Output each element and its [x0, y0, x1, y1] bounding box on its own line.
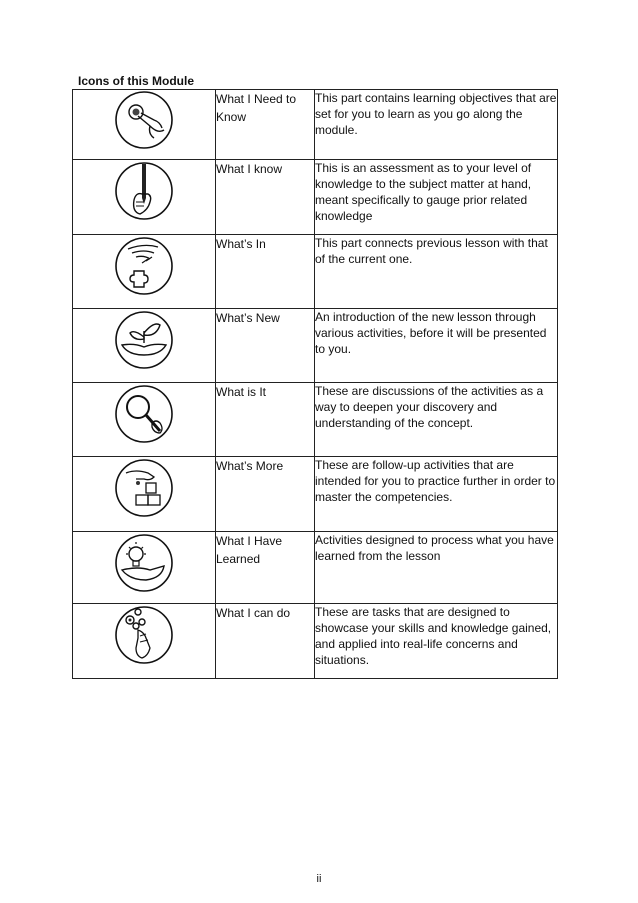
table-row: [73, 532, 558, 604]
row-description: These are discussions of the activities as a way to deepen your discovery and understanding of the concept.: [315, 383, 558, 457]
row-name: What I Need to Know: [216, 90, 315, 160]
table-row: [73, 457, 558, 532]
row-description: An introduction of the new lesson through various activities, before it will be presented to you.: [315, 309, 558, 383]
hand-holding-magnifier-icon: [114, 383, 174, 445]
table-row: [73, 90, 558, 160]
table-row: [73, 309, 558, 383]
row-name: What is It: [216, 383, 315, 457]
row-name: What’s New: [216, 309, 315, 383]
finger-pressing-button-icon: [114, 90, 174, 150]
hand-with-gears-icon: [114, 604, 174, 666]
icons-table: [72, 89, 558, 679]
row-description: Activities designed to process what you have learned from the lesson: [315, 532, 558, 604]
page-number: ii: [316, 873, 322, 885]
hand-with-lightbulb-icon: [114, 532, 174, 594]
row-name: What’s More: [216, 457, 315, 532]
hand-connecting-puzzle-icon: [114, 235, 174, 297]
section-heading: Icons of this Module: [78, 74, 194, 88]
row-description: This part contains learning objectives that are set for you to learn as you go along the module.: [315, 90, 558, 160]
hand-stacking-blocks-icon: [114, 457, 174, 519]
row-name: What I know: [216, 160, 315, 235]
hands-holding-sprout-icon: [114, 309, 174, 371]
row-name: What’s In: [216, 235, 315, 309]
row-name: What I can do: [216, 604, 315, 679]
row-description: This part connects previous lesson with that of the current one.: [315, 235, 558, 309]
row-description: This is an assessment as to your level of knowledge to the subject matter at hand, meant specifically to gauge prior related knowledge: [315, 160, 558, 235]
table-row: [73, 383, 558, 457]
hand-holding-pencil-icon: [114, 160, 174, 222]
row-name: What I Have Learned: [216, 532, 315, 604]
table-row: [73, 604, 558, 679]
row-description: These are follow-up activities that are intended for you to practice further in order to master the competencies.: [315, 457, 558, 532]
row-description: These are tasks that are designed to showcase your skills and knowledge gained, and applied into real-life concerns and situations.: [315, 604, 558, 679]
table-row: [73, 160, 558, 235]
table-row: [73, 235, 558, 309]
